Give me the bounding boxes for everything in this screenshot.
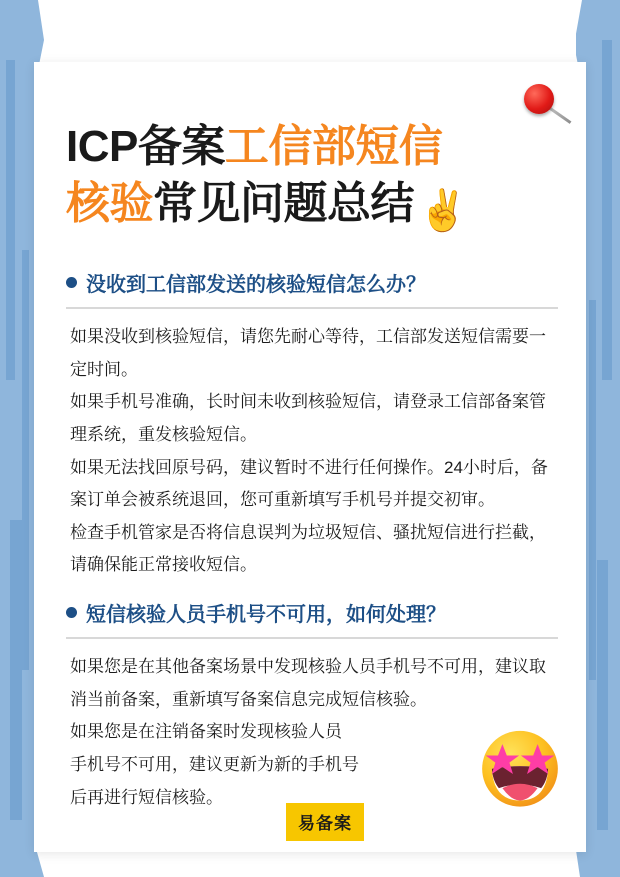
bullet-icon xyxy=(66,277,77,288)
faq-heading-2 xyxy=(66,598,558,639)
title-part-black-1: ICP备案 xyxy=(66,122,225,171)
push-pin-icon xyxy=(524,84,554,114)
faq-heading-1 xyxy=(66,268,558,309)
brand-tag: 易备案 xyxy=(286,803,364,841)
faq-paragraph: 如果您是在注销备案时发现核验人员 xyxy=(70,722,342,742)
faq-paragraph: 检查手机管家是否将信息误判为垃圾短信、骚扰短信进行拦截，请确保能正常接收短信。 xyxy=(70,522,546,575)
faq-paragraph: 手机号不可用，建议更新为新的手机号 xyxy=(70,754,359,774)
faq-paragraph: 如果无法找回原号码，建议暂时不进行任何操作。24小时后，备案订单会被系统退回，您可重新填写手机号并提交初审。 xyxy=(70,457,548,510)
faq-heading-1-label: 没收到工信部发送的核验短信怎么办？ xyxy=(86,274,426,296)
faq-heading-2-label: 短信核验人员手机号不可用，如何处理？ xyxy=(86,604,446,626)
faq-body-1 xyxy=(66,321,558,582)
faq-paragraph: 如果手机号准确，长时间未收到核验短信，请登录工信部备案管理系统，重发核验短信。 xyxy=(70,392,546,444)
faq-paragraph: 后再进行短信核验。 xyxy=(70,787,223,807)
faq-paragraph: 如果没收到核验短信，请您先耐心等待，工信部发送短信需要一定时间。 xyxy=(70,327,546,379)
page-title xyxy=(66,118,566,237)
faq-paragraph: 如果您是在其他备案场景中发现核验人员手机号不可用，建议取消当前备案，重新填写备案信息完成短信核验。 xyxy=(70,657,546,709)
victory-hand-icon: ✌️ xyxy=(418,189,468,234)
star-struck-emoji-icon xyxy=(476,723,564,811)
faq-section-1 xyxy=(66,268,558,582)
bullet-icon xyxy=(66,607,77,618)
title-part-orange-1: 工信部短信 xyxy=(224,122,443,171)
title-part-orange-2: 核验 xyxy=(66,179,153,229)
title-part-black-2: 常见问题总结 xyxy=(153,179,414,229)
